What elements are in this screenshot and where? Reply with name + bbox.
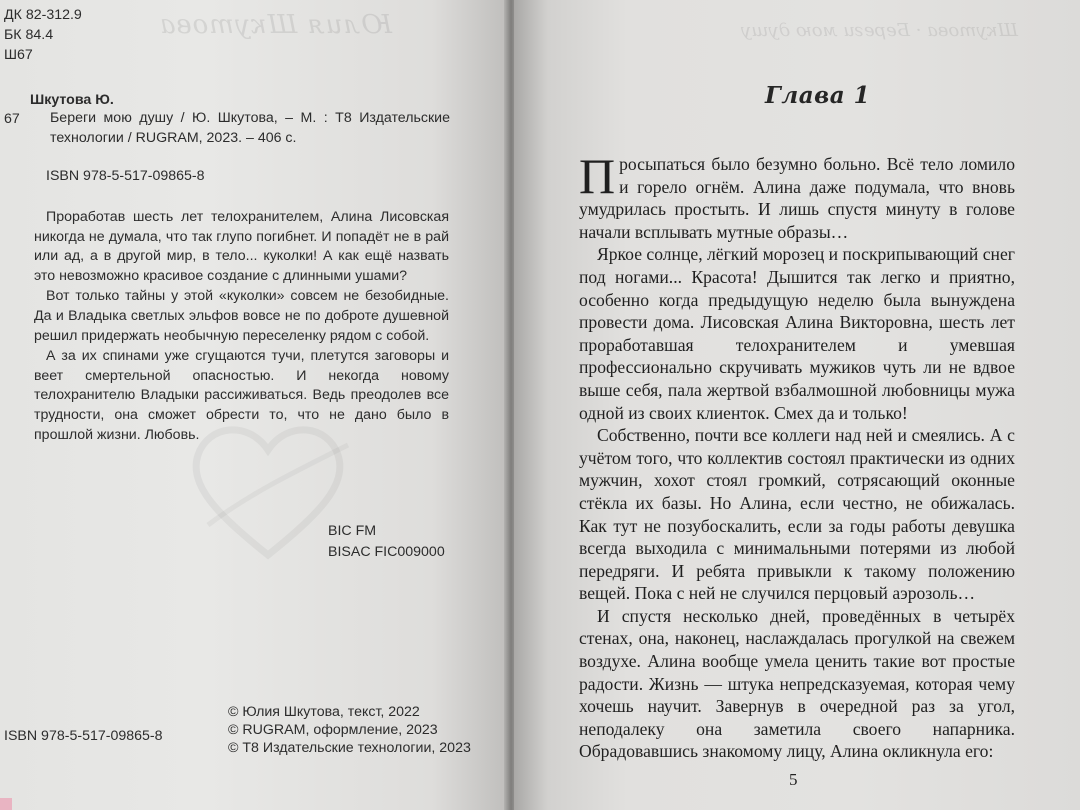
copyright-line: © Юлия Шкутова, текст, 2022: [228, 704, 420, 720]
paragraph: И спустя несколько дней, проведённых в четырёх стенах, она, наконец, наслаждалась прогулкой на свежем воздухе. Алина вообще умела ценить такие вот простые радости. Жизнь — штука непредсказуемая, которая чему хочешь научит. Завернув в очередной раз за угол, неподалеку она заметила своего напарника. Обрадовавшись знакомому лицу, Алина окликнула его:: [579, 605, 1015, 762]
paragraph: Собственно, почти все коллеги над ней и смеялись. А с учётом того, что коллектив состоял практически из одних мужчин, хохот стоял громкий, сотрясающий оконные стёкла их базы. Но Алина, если честно, не обижалась. Как тут не позубоскалить, если за годы работы девушка всегда выходила с минимальными потерями из любой передряги. И ребята привыкли к такому положению вещей. Пока с ней не случился перцовый аэрозоль…: [579, 425, 1015, 604]
isbn-bottom: ISBN 978-5-517-09865-8: [4, 728, 163, 744]
isbn-top: ISBN 978-5-517-09865-8: [46, 168, 205, 184]
paragraph: Яркое солнце, лёгкий морозец и поскрипывающий снег под ногами... Красота! Дышится так легко и приятно, особенно когда предыдущую неделю была вынуждена провести дома. Лисовская Алина Викторовна, шесть лет проработавшая телохранителем и умевшая профессионально скручивать мужиков чуть ли не вдвое выше себя, пала жертвой взбалмошной любовницы мужа одной из своих клиенток. Смех да и только!: [579, 244, 1015, 423]
bbk-code: БК 84.4: [4, 27, 54, 43]
copyright-line: © Т8 Издательские технологии, 2023: [228, 740, 471, 756]
author-mark: Ш67: [4, 47, 33, 63]
drop-cap: П: [579, 148, 616, 204]
show-through-text: Шкутова · Береги мою душу: [740, 20, 1018, 41]
bibliographic-record: Береги мою душу / Ю. Шкутова, – М. : Т8 Издательские технологии / RUGRAM, 2023. – 406 с.: [50, 110, 450, 146]
annotation-paragraph: А за их спинами уже сгущаются тучи, плетутся заговоры и веет смертельной опасностью. И некогда новому телохранителю Владыки рассиживаться. Ведь преодолев все трудности, она сможет обрести то, что не дано было в прошлой жизни. Любовь.: [34, 348, 449, 443]
copyright-line: © RUGRAM, оформление, 2023: [228, 722, 438, 738]
annotation-paragraph: Вот только тайны у этой «куколки» совсем не безобидные. Да и Владыка светлых эльфов вовсе не по доброте душевной решил придержать необычную переселенку рядом с собой.: [34, 288, 449, 344]
classification-codes: [4, 6, 82, 66]
chapter-body: [579, 148, 1015, 763]
author-mark-number: 67: [4, 111, 20, 127]
first-paragraph: [579, 148, 1015, 243]
author-name: Шкутова Ю.: [30, 92, 114, 108]
page-number: 5: [789, 770, 798, 789]
subject-codes: [328, 522, 445, 564]
show-through-text: Юлия Шкутова: [158, 10, 392, 40]
bisac-code: BISAC FIC009000: [328, 544, 445, 560]
chapter-title: Глава 1: [765, 82, 871, 109]
paragraph-text: росыпаться было безумно больно. Всё тело ломило и горело огнём. Алина даже подумала, что вновь умудрилась простыть. И лишь спустя минуту в голове начали всплывать мутные образы…: [579, 154, 1015, 242]
udc-code: ДК 82-312.9: [4, 7, 82, 23]
left-page: [0, 0, 508, 810]
annotation-paragraph: Проработав шесть лет телохранителем, Алина Лисовская никогда не думала, что так глупо погибнет. И попадёт не в рай или ад, а в другой мир, в тело... куколки! А как ещё назвать это невозможно красивое создание с длинными ушами?: [34, 209, 449, 284]
corner-mark: [0, 798, 12, 810]
bic-code: BIC FM: [328, 523, 377, 539]
copyright-block: [228, 703, 471, 757]
